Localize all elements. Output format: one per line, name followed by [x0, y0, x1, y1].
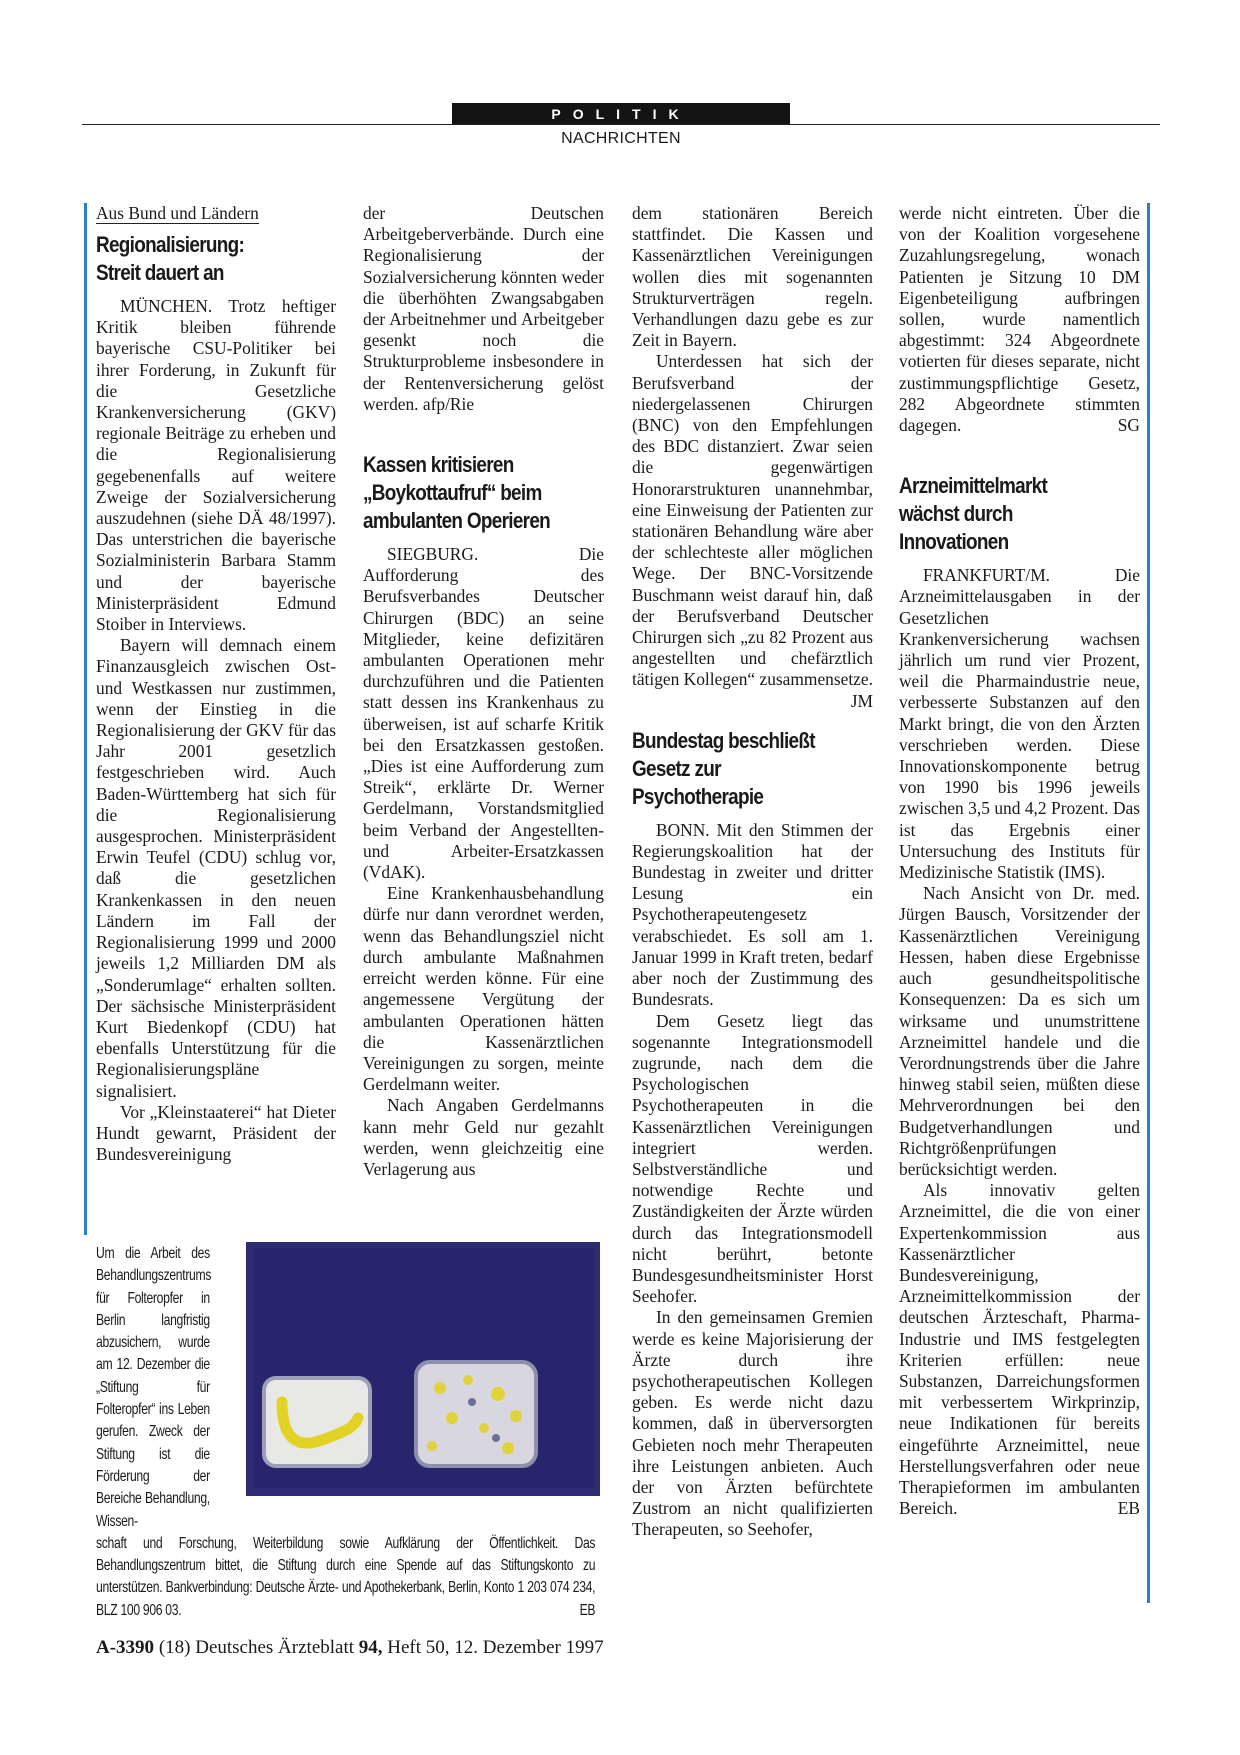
author-signature: EB	[1117, 1498, 1140, 1519]
paragraph: der Deutschen Arbeitgeberverbände. Durch eine Regionalisierung der Sozialversicherung könnten weder die überhöhten Zwangsabgaben der Arbeitnehmer und Arbeitgeber gesenkt noch die Strukturprobleme insbesondere in der Rentenversicherung gelöst werden. afp/Rie	[363, 203, 604, 414]
paragraph: dem stationären Bereich stattfindet. Die Kassen und Kassenärztlichen Vereinigungen wollen dies mit sogenannten Strukturverträgen regeln. Verhandlungen dazu gebe es zur Zeit in Bayern.	[632, 203, 873, 351]
paragraph: Dem Gesetz liegt das sogenannte Integrationsmodell zugrunde, nach dem die Psychologischen Psychotherapeuten in die Kassenärztlichen Vereinigungen integriert werden. Selbstverständliche und notwendige Rechte und Zuständigkeiten der Ärzte würden durch das Integrationsmodell nicht berührt, betonte Bundesgesundheitsminister Horst Seehofer.	[632, 1010, 873, 1307]
headline-line: ambulanten Operieren	[363, 508, 551, 534]
page-number: A-3390	[96, 1637, 155, 1658]
headline-arzneimittelmarkt	[899, 472, 1139, 556]
headline-line: Arzneimittelmarkt	[899, 473, 1048, 499]
footer-text: (18) Deutsches Ärzteblatt	[158, 1637, 355, 1658]
headline-line: Bundestag beschließt	[632, 727, 815, 753]
headline-line: Kassen kritisieren	[363, 452, 514, 478]
paragraph: Nach Angaben Gerdelmanns kann mehr Geld nur gezahlt werden, wenn gleichzeitig eine Verlagerung aus	[363, 1095, 604, 1179]
headline-line: Streit dauert an	[96, 260, 224, 285]
paragraph: MÜNCHEN. Trotz heftiger Kritik bleiben führende bayerische CSU-Politiker bei ihrer Forderung, in Zukunft für die Gesetzliche Krankenversicherung (GKV) regionale Beiträge zu erheben und die Regionalisierung gegebenenfalls auf weitere Zweige der Sozialversicherung auszudehnen (siehe DÄ 48/1997). Das unterstrichen die bayerische Sozialministerin Barbara Stamm und der bayerische Ministerpräsident Edmund Stoiber in Interviews.	[96, 296, 336, 635]
page-footer	[96, 1637, 604, 1659]
author-signature: SG	[1117, 415, 1140, 436]
paragraph: SIEGBURG. Die Aufforderung des Berufsverbandes Deutscher Chirurgen (BDC) an seine Mitglieder, keine defizitären ambulanten Operationen mehr durchzuführen und die Patienten statt dessen ins Krankenhaus zu überweisen, ist auf scharfe Kritik bei den Ersatzkassen gestoßen. „Dies ist eine Aufforderung zum Streik“, erklärte Dr. Werner Gerdelmann, Vorstandsmitglied beim Verband der Angestellten- und Arbeiter-Ersatzkassen (VdAK).	[363, 544, 604, 883]
section-header: POLITIK	[452, 103, 790, 125]
headline-kassen-kritisieren	[363, 451, 603, 535]
author-signature: JM	[850, 690, 873, 711]
headline-regionalisierung	[96, 231, 335, 287]
footer-volume: 94,	[358, 1637, 383, 1658]
accent-line-right	[1147, 203, 1150, 1603]
accent-line-left	[84, 203, 87, 1235]
paragraph: Bayern will demnach einem Finanzausgleich zwischen Ost- und Westkassen nur zustimmen, wenn der Einstieg in die Regionalisierung der GKV für das Jahr 2001 gesetzlich festgeschrieben wird. Auch Baden-Württemberg hat sich für die Regionalisierung ausgesprochen. Ministerpräsident Erwin Teufel (CDU) schlug vor, daß die gesetzlichen Krankenkassen in den neuen Ländern im Fall der Regionalisierung 1999 und 2000 jeweils 1,2 Milliarden DM als „Sonderumlage“ erhalten sollten. Der sächsische Ministerpräsident Kurt Biedenkopf (CDU) hat ebenfalls Unterstützung für die Regionalisierungspläne signalisiert.	[96, 635, 336, 1101]
footer-text: Heft 50, 12. Dezember 1997	[387, 1637, 604, 1658]
paragraph: In den gemeinsamen Gremien werde es keine Majorisierung der Ärzte durch ihre psychotherapeutischen Kollegen geben. Es werde nicht dazu kommen, daß in überversorgten Gebieten noch mehr Therapeuten ihre Leistungen anbieten. Auch der von Ärzten befürchtete Zustrom an nicht qualifizierten Therapeuten, so Seehofer,	[632, 1307, 873, 1540]
caption-text	[96, 1533, 595, 1622]
paragraph-text: Als innovativ gelten Arzneimittel, die die von einer Expertenkommission aus Kassenärztlicher Bundesvereinigung, Arzneimittelkommission der deutschen Ärzteschaft, Pharma-Industrie und IMS festgelegten Kriterien erfüllen: neue Substanzen, Darreichungsformen mit verbessertem Wirkprinzip, neue Indikationen für bereits eingeführte Arzneimittel, neue Herstellungsverfahren oder neue Therapieformen im ambulanten Bereich.	[899, 1180, 1140, 1519]
subsection-header: NACHRICHTEN	[561, 130, 681, 147]
headline-line: wächst durch	[899, 501, 1013, 527]
caption-text: Um die Arbeit des Behandlungszentrums für Folteropfer in Berlin langfristig abzusichern, wurde am 12. Dezember die „Stiftung für Folteropfer“ ins Leben gerufen. Zweck der Stiftung ist die Förderung der Bereiche Behandlung, Wissen-	[96, 1245, 212, 1530]
column-4	[899, 203, 1140, 1519]
headline-line: Regionalisierung:	[96, 232, 245, 257]
caption-signature: EB	[579, 1601, 596, 1619]
paragraph: Nach Ansicht von Dr. med. Jürgen Bausch, Vorsitzender der Kassenärztlichen Vereinigung Hessen, haben diese Ergebnisse auch gesundheitspolitische Konsequenzen: Da es sich um wirksame und unumstrittene Arzneimittel handele und die Verordnungstrends über die Jahre hinweg stabil seien, müßten diese Mehrverordnungen bei den Budgetverhandlungen und Richtgrößenprüfungen berücksichtigt werden.	[899, 883, 1140, 1179]
paragraph-text: Unterdessen hat sich der Berufsverband der niedergelassenen Chirurgen (BNC) von den Empfehlungen des BDC distanziert. Zwar seien die gegenwärtigen Honorarstrukturen unannehmbar, eine Einweisung der Patienten zur stationären Behandlung wäre aber der schlechteste aller möglichen Wege. Der BNC-Vorsitzende Buschmann weist darauf hin, daß der Berufsverband Deutscher Chirurgen sich „zu 82 Prozent aus angestellten und chefärztlich tätigen Kollegen“ zusammensetze.	[632, 351, 873, 690]
header-rule	[82, 124, 1160, 125]
headline-line: „Boykottaufruf“ beim	[363, 480, 542, 506]
headline-line: Gesetz zur	[632, 755, 721, 781]
paragraph: BONN. Mit den Stimmen der Regierungskoalition hat der Bundestag in zweiter und dritter Lesung ein Psychotherapeutengesetz verabschiedet. Es soll am 1. Januar 1999 in Kraft treten, bedarf aber noch der Zustimmung des Bundesrats.	[632, 819, 873, 1010]
paragraph: FRANKFURT/M. Die Arzneimittelausgaben in der Gesetzlichen Krankenversicherung wachsen jährlich um rund vier Prozent, weil die Pharmaindustrie neue, verbesserte Substanzen auf den Markt bringt, die von den Ärzten verschrieben werden. Diese Innovationskomponente betrug von 1990 bis 1996 jeweils zwischen 3,5 und 4,2 Prozent. Das ist das Ergebnis einer Untersuchung des Instituts für Medizinische Statistik (IMS).	[899, 565, 1140, 883]
paragraph	[632, 351, 873, 711]
paragraph: Vor „Kleinstaaterei“ hat Dieter Hundt gewarnt, Präsident der Bundesvereinigung	[96, 1101, 336, 1165]
paragraph	[899, 1180, 1140, 1519]
column-1	[96, 203, 336, 1165]
paragraph	[899, 203, 1140, 436]
caption-text-bottom: schaft und Forschung, Weiterbildung sowie Aufklärung der Öffentlichkeit. Das Behandlungszentrum bittet, die Stiftung durch eine Spende auf das Stiftungskonto zu unterstützen. Bankverbindung: Deutsche Ärzte- und Apothekerbank, Berlin, Konto 1 203 074 234, BLZ 100 906 03.	[96, 1534, 596, 1619]
paragraph-text: werde nicht eintreten. Über die von der Koalition vorgesehene Zuzahlungsregelung, wonach Patienten je Sitzung 10 DM Eigenbeteiligung aufbringen sollen, wurde namentlich abgestimmt: 324 Abgeordnete votierten für dieses separate, nicht zustimmungspflichtige Gesetz, 282 Abgeordnete stimmten dagegen.	[899, 203, 1140, 436]
kicker: Aus Bund und Ländern	[96, 203, 259, 223]
headline-line: Psychotherapie	[632, 783, 764, 809]
paragraph: Eine Krankenhausbehandlung dürfe nur dann verordnet werden, wenn das Behandlungsziel nicht durch ambulante Maßnahmen erreicht werden könne. Für eine angemessene Vergütung der ambulanten Operationen hätten die Kassenärztlichen Vereinigungen zu sorgen, meinte Gerdelmann weiter.	[363, 883, 604, 1095]
headline-line: Innovationen	[899, 529, 1009, 555]
headline-bundestag	[632, 727, 872, 811]
column-3	[632, 203, 873, 1541]
image-caption	[96, 1243, 596, 1622]
column-2	[363, 203, 604, 1180]
